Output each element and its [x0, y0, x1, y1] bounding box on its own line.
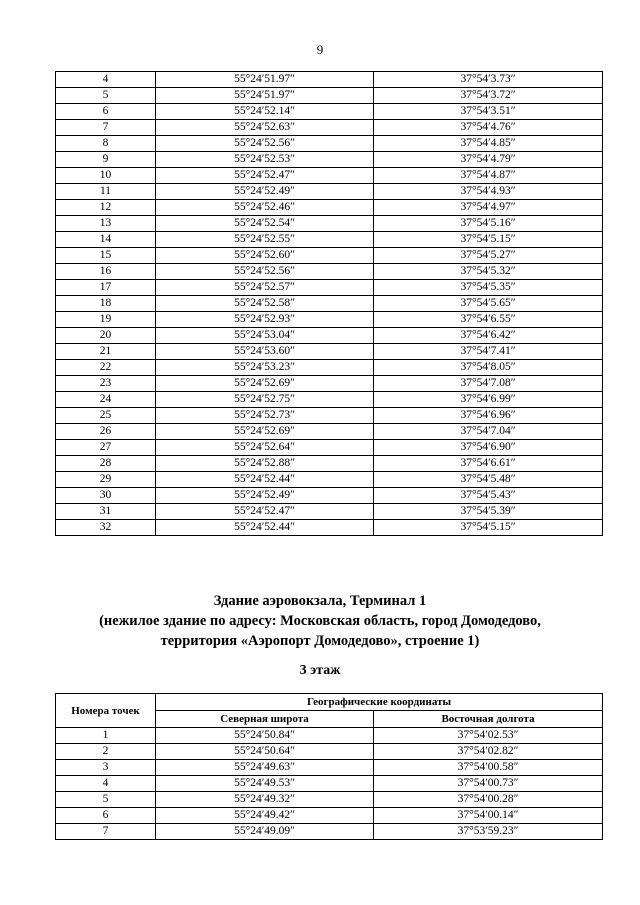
point-number-cell: 20	[56, 328, 156, 344]
point-number-cell: 7	[56, 824, 156, 840]
header-latitude: Северная широта	[156, 711, 374, 728]
point-number-cell: 3	[56, 760, 156, 776]
latitude-cell: 55°24′52.56″	[156, 136, 374, 152]
point-number-cell: 13	[56, 216, 156, 232]
longitude-cell: 37°54′4.79″	[374, 152, 603, 168]
latitude-cell: 55°24′49.09″	[156, 824, 374, 840]
table-row	[56, 408, 603, 424]
longitude-cell: 37°54′6.42″	[374, 328, 603, 344]
latitude-cell: 55°24′52.44″	[156, 520, 374, 536]
point-number-cell: 29	[56, 472, 156, 488]
longitude-cell: 37°54′3.51″	[374, 104, 603, 120]
latitude-cell: 55°24′49.63″	[156, 760, 374, 776]
point-number-cell: 6	[56, 104, 156, 120]
longitude-cell: 37°54′6.99″	[374, 392, 603, 408]
header-points: Номера точек	[56, 694, 156, 728]
longitude-cell: 37°54′5.35″	[374, 280, 603, 296]
longitude-cell: 37°54′5.48″	[374, 472, 603, 488]
longitude-cell: 37°54′7.08″	[374, 376, 603, 392]
longitude-cell: 37°54′6.55″	[374, 312, 603, 328]
latitude-cell: 55°24′50.84″	[156, 728, 374, 744]
point-number-cell: 25	[56, 408, 156, 424]
table-row	[56, 824, 603, 840]
latitude-cell: 55°24′49.42″	[156, 808, 374, 824]
table-row	[56, 104, 603, 120]
table-row	[56, 472, 603, 488]
point-number-cell: 18	[56, 296, 156, 312]
table-row	[56, 312, 603, 328]
point-number-cell: 21	[56, 344, 156, 360]
latitude-cell: 55°24′52.53″	[156, 152, 374, 168]
table-row	[56, 728, 603, 744]
point-number-cell: 11	[56, 184, 156, 200]
latitude-cell: 55°24′52.14″	[156, 104, 374, 120]
table-row	[56, 280, 603, 296]
point-number-cell: 5	[56, 88, 156, 104]
floor-label: 3 этаж	[299, 663, 341, 678]
point-number-cell: 1	[56, 728, 156, 744]
page-number: 9	[316, 42, 324, 57]
latitude-cell: 55°24′53.60″	[156, 344, 374, 360]
latitude-cell: 55°24′52.73″	[156, 408, 374, 424]
longitude-cell: 37°54′5.15″	[374, 520, 603, 536]
table-row	[56, 424, 603, 440]
point-number-cell: 24	[56, 392, 156, 408]
point-number-cell: 7	[56, 120, 156, 136]
coordinates-table-continued	[55, 71, 603, 536]
table-row	[56, 520, 603, 536]
latitude-cell: 55°24′52.64″	[156, 440, 374, 456]
table-row	[56, 328, 603, 344]
latitude-cell: 55°24′52.47″	[156, 504, 374, 520]
latitude-cell: 55°24′51.97″	[156, 72, 374, 88]
latitude-cell: 55°24′53.04″	[156, 328, 374, 344]
section-title-line-2: (нежилое здание по адресу: Московская область, город Домодедово,	[99, 613, 541, 629]
table-row	[56, 792, 603, 808]
latitude-cell: 55°24′52.49″	[156, 488, 374, 504]
section-title	[0, 591, 640, 651]
longitude-cell: 37°54′6.90″	[374, 440, 603, 456]
point-number-cell: 12	[56, 200, 156, 216]
point-number-cell: 8	[56, 136, 156, 152]
latitude-cell: 55°24′52.44″	[156, 472, 374, 488]
table-row	[56, 504, 603, 520]
latitude-cell: 55°24′52.93″	[156, 312, 374, 328]
point-number-cell: 9	[56, 152, 156, 168]
table-body	[56, 728, 603, 840]
table-row	[56, 744, 603, 760]
longitude-cell: 37°54′4.87″	[374, 168, 603, 184]
point-number-cell: 22	[56, 360, 156, 376]
section-title-line-3: территория «Аэропорт Домодедово», строение 1)	[160, 633, 480, 649]
longitude-cell: 37°54′8.05″	[374, 360, 603, 376]
table-row	[56, 440, 603, 456]
longitude-cell: 37°54′4.76″	[374, 120, 603, 136]
coordinates-table-floor-3	[55, 693, 603, 840]
latitude-cell: 55°24′52.69″	[156, 376, 374, 392]
latitude-cell: 55°24′49.53″	[156, 776, 374, 792]
point-number-cell: 32	[56, 520, 156, 536]
header-coordinates: Географические координаты	[156, 694, 603, 711]
point-number-cell: 27	[56, 440, 156, 456]
longitude-cell: 37°54′3.73″	[374, 72, 603, 88]
longitude-cell: 37°54′5.32″	[374, 264, 603, 280]
point-number-cell: 4	[56, 776, 156, 792]
point-number-cell: 28	[56, 456, 156, 472]
point-number-cell: 26	[56, 424, 156, 440]
latitude-cell: 55°24′52.63″	[156, 120, 374, 136]
longitude-cell: 37°54′02.82″	[374, 744, 603, 760]
table-row	[56, 760, 603, 776]
latitude-cell: 55°24′52.46″	[156, 200, 374, 216]
table-row	[56, 360, 603, 376]
latitude-cell: 55°24′53.23″	[156, 360, 374, 376]
point-number-cell: 15	[56, 248, 156, 264]
section-title-line-1: Здание аэровокзала, Терминал 1	[213, 593, 427, 609]
longitude-cell: 37°54′6.96″	[374, 408, 603, 424]
table-header	[56, 694, 603, 728]
longitude-cell: 37°54′5.43″	[374, 488, 603, 504]
table-row	[56, 184, 603, 200]
table-row	[56, 808, 603, 824]
table-row	[56, 136, 603, 152]
table-row	[56, 344, 603, 360]
point-number-cell: 2	[56, 744, 156, 760]
point-number-cell: 23	[56, 376, 156, 392]
point-number-cell: 5	[56, 792, 156, 808]
latitude-cell: 55°24′52.57″	[156, 280, 374, 296]
longitude-cell: 37°54′02.53″	[374, 728, 603, 744]
point-number-cell: 31	[56, 504, 156, 520]
longitude-cell: 37°54′00.73″	[374, 776, 603, 792]
longitude-cell: 37°54′5.16″	[374, 216, 603, 232]
latitude-cell: 55°24′52.75″	[156, 392, 374, 408]
table-row	[56, 776, 603, 792]
latitude-cell: 55°24′52.49″	[156, 184, 374, 200]
point-number-cell: 4	[56, 72, 156, 88]
point-number-cell: 17	[56, 280, 156, 296]
table-row	[56, 232, 603, 248]
header-longitude: Восточная долгота	[374, 711, 603, 728]
longitude-cell: 37°53′59.23″	[374, 824, 603, 840]
table-row	[56, 376, 603, 392]
table-row	[56, 264, 603, 280]
table-row	[56, 200, 603, 216]
table-body	[56, 72, 603, 536]
point-number-cell: 10	[56, 168, 156, 184]
longitude-cell: 37°54′7.41″	[374, 344, 603, 360]
table-row	[56, 248, 603, 264]
latitude-cell: 55°24′52.60″	[156, 248, 374, 264]
point-number-cell: 16	[56, 264, 156, 280]
table-row	[56, 216, 603, 232]
latitude-cell: 55°24′52.47″	[156, 168, 374, 184]
longitude-cell: 37°54′3.72″	[374, 88, 603, 104]
table-row	[56, 488, 603, 504]
table-row	[56, 88, 603, 104]
longitude-cell: 37°54′6.61″	[374, 456, 603, 472]
longitude-cell: 37°54′00.28″	[374, 792, 603, 808]
latitude-cell: 55°24′50.64″	[156, 744, 374, 760]
point-number-cell: 14	[56, 232, 156, 248]
latitude-cell: 55°24′52.55″	[156, 232, 374, 248]
longitude-cell: 37°54′00.58″	[374, 760, 603, 776]
table-row	[56, 120, 603, 136]
latitude-cell: 55°24′52.56″	[156, 264, 374, 280]
table-row	[56, 152, 603, 168]
longitude-cell: 37°54′4.85″	[374, 136, 603, 152]
longitude-cell: 37°54′5.65″	[374, 296, 603, 312]
table-row	[56, 392, 603, 408]
latitude-cell: 55°24′49.32″	[156, 792, 374, 808]
table-row	[56, 456, 603, 472]
longitude-cell: 37°54′5.27″	[374, 248, 603, 264]
longitude-cell: 37°54′5.39″	[374, 504, 603, 520]
latitude-cell: 55°24′52.88″	[156, 456, 374, 472]
table-row	[56, 168, 603, 184]
latitude-cell: 55°24′52.58″	[156, 296, 374, 312]
point-number-cell: 30	[56, 488, 156, 504]
longitude-cell: 37°54′00.14″	[374, 808, 603, 824]
longitude-cell: 37°54′4.93″	[374, 184, 603, 200]
latitude-cell: 55°24′52.69″	[156, 424, 374, 440]
latitude-cell: 55°24′51.97″	[156, 88, 374, 104]
longitude-cell: 37°54′7.04″	[374, 424, 603, 440]
latitude-cell: 55°24′52.54″	[156, 216, 374, 232]
longitude-cell: 37°54′5.15″	[374, 232, 603, 248]
point-number-cell: 19	[56, 312, 156, 328]
table-row	[56, 296, 603, 312]
longitude-cell: 37°54′4.97″	[374, 200, 603, 216]
table-row	[56, 72, 603, 88]
point-number-cell: 6	[56, 808, 156, 824]
